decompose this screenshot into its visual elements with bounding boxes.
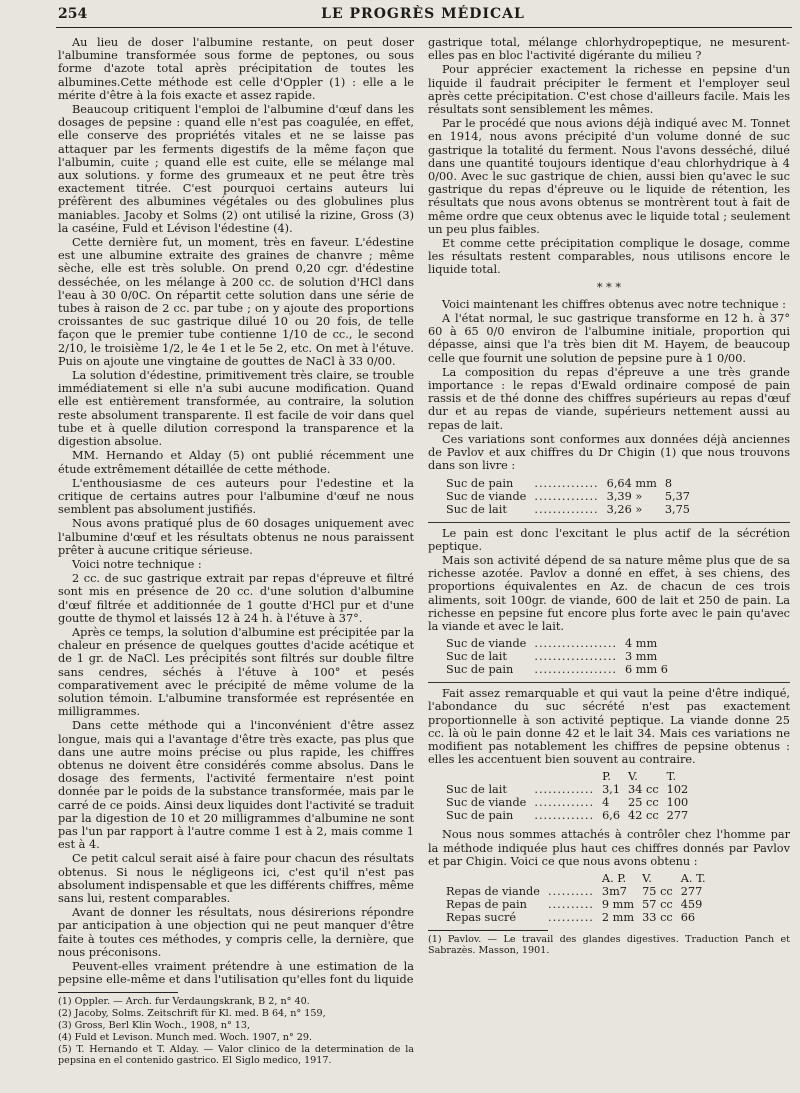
footnote: (1) Oppler. — Arch. fur Verdaungskrank, B 2, n° 40.	[58, 996, 310, 1008]
row-label: Suc de lait	[446, 783, 507, 797]
paragraph: Cette dernière fut, un moment, très en faveur. L'édestine est une albumine extraite des graines de chanvre ; même sèche, elle est très soluble. On prend 0,20 cgr. d'édestine desséchée, on les mélange à 200 cc. de solution d'HCl dans l'eau à 30 0/0C. On répartit cette solution dans une série de tubes à raison de 2 cc. par tube ; on y ajoute des proportions croissantes de suc gastrique dilué 10 ou 20 fois, de telle façon que le premier tube contienne 1/10 de cc., le second 2/10, le troisième 1/2, le 4e 1 et le 5e 2, etc. On met à l'étuve. Puis on ajoute une vingtaine de gouttes de NaCl à 33 0/00.	[58, 236, 414, 368]
paragraph: La composition du repas d'épreuve a une très grande importance : le repas d'Ewald ordinaire composé de pain rassis et de thé donne des chiffres supérieurs au repas d'œuf dur et au repas de viande, supérieurs nettement aussi au repas de lait.	[428, 365, 790, 432]
row-label: Suc de viande	[446, 489, 527, 503]
column-header: A. P.	[601, 871, 627, 885]
paragraph: Nous nous sommes attachés à contrôler chez l'homme par la méthode indiquée plus haut ces chiffres donnés par Pavlov et par Chigin. Voici ce que nous avons obtenu :	[428, 828, 790, 868]
data-table-human	[442, 872, 710, 924]
paragraph: Beaucoup critiquent l'emploi de l'albumine d'œuf dans les dosages de pepsine : quand elle n'est pas coagulée, en effet, elle conserve des propriétés vitales et ne se laisse pas attaquer par les ferments digestifs de la même façon que l'albumin, cuite ; quand elle est cuite, elle se mélange mal aux solutions. y forme des grumeaux et ne peut être très exactement titrée. C'est pourquoi certains auteurs lui préfèrent des albumines végétales ou des globulines plus maniables. Jacoby et Solms (2) ont utilisé la rizine, Gross (3) la caséine, Fuld et Lévison l'édestine (4).	[58, 103, 414, 235]
table-row: Suc de pain .............. 6,64 mm 8	[442, 477, 694, 490]
left-column	[58, 36, 414, 1067]
paragraph: Pour apprécier exactement la richesse en pepsine d'un liquide il faudrait précipiter le ferment et l'employer seul après cette précipitation. C'est chose d'ailleurs facile. Mais les résultats sont sensiblement les mêmes.	[428, 63, 790, 117]
section-separator: * * *	[596, 280, 622, 294]
paragraph: A l'état normal, le suc gastrique transforme en 12 h. à 37° 60 à 65 0/0 environ de l'albumine initiale, proportion qui dépasse, ainsi que l'a très bien dit M. Hayem, de beaucoup celle que fournit une solution de pepsine pure à 1 0/00.	[428, 312, 790, 365]
cell: 34 cc	[628, 783, 659, 797]
column-header: P.	[602, 770, 611, 784]
paragraph: gastrique total, mélange chlorhydropeptique, ne mesurent-elles pas en bloc l'activité digérante du milieu ?	[428, 36, 790, 63]
footnote: (1) Pavlov. — Le travail des glandes digestives. Traduction Panch et Sabrazès. Masson, 1901.	[428, 933, 790, 956]
cell: 6,64 mm	[606, 476, 657, 490]
data-table-pavlov	[442, 637, 672, 676]
footnote: (4) Fuld et Levison. Munch med. Woch. 1907, n° 29.	[58, 1032, 313, 1044]
cell: 3,1	[602, 783, 621, 797]
paragraph: 2 cc. de suc gastrique extrait par repas d'épreuve et filtré sont mis en présence de 20 cc. d'une solution d'albumine d'œuf filtrée et additionnée de 1 goutte d'HCl pur et d'une goutte de thymol et laissés 12 à 24 h. à l'étuve à 37°.	[58, 572, 414, 625]
footnote: (3) Gross, Berl Klin Woch., 1908, n° 13,	[58, 1020, 251, 1032]
row-label: Repas sucré	[446, 910, 517, 924]
paragraph: Et comme cette précipitation complique le dosage, comme les résultats restent comparables, nous utilisons encore le liquide total.	[428, 237, 790, 277]
cell: 459	[680, 897, 703, 911]
cell: 277	[666, 809, 689, 823]
header-rule	[56, 27, 792, 28]
row-label: Suc de lait	[446, 502, 507, 516]
divider	[428, 682, 790, 683]
footnote-rule	[428, 930, 548, 931]
table-row: Suc de viande .................. 4 mm	[442, 637, 672, 650]
row-label: Suc de pain	[446, 663, 514, 677]
cell: 277	[680, 884, 703, 898]
table-header-row	[442, 872, 710, 885]
page-number: 254	[58, 6, 88, 22]
table-row: Repas de viande .......... 3m7 75 cc 277	[442, 885, 710, 898]
cell: 57 cc	[642, 897, 673, 911]
column-header: V.	[642, 871, 652, 885]
journal-title: LE PROGRÈS MÉDICAL	[321, 6, 525, 22]
paragraph: Nous avons pratiqué plus de 60 dosages uniquement avec l'albumine d'œuf et les résultats obtenus ne nous paraissent prêter à aucune critique sérieuse.	[58, 517, 414, 557]
cell: 66	[680, 910, 696, 924]
table-row: Repas sucré .......... 2 mm 33 cc 66	[442, 911, 710, 924]
row-label: Suc de pain	[446, 476, 514, 490]
table-row: Suc de pain ............. 6,6 42 cc 277	[442, 809, 692, 822]
paragraph: Peuvent-elles vraiment prétendre à une estimation de la pepsine elle-même et dans l'utilisation qu'elles font du liquide	[58, 960, 414, 987]
paragraph: Ce petit calcul serait aisé à faire pour chacun des résultats obtenus. Si nous le négligeons ici, c'est qu'il n'est pas absolument indispensable et que les différents chiffres, même sans lui, restent comparables.	[58, 852, 414, 905]
column-header: A. T.	[680, 871, 706, 885]
paragraph: MM. Hernando et Alday (5) ont publié récemment une étude extrêmement détaillée de cette méthode.	[58, 449, 414, 476]
cell: 42 cc	[628, 809, 659, 823]
cell: 75 cc	[642, 884, 673, 898]
table-row: Suc de pain .................. 6 mm 6	[442, 663, 672, 676]
column-header: T.	[666, 770, 677, 784]
cell: 4	[602, 796, 610, 810]
paragraph: Au lieu de doser l'albumine restante, on peut doser l'albumine transformée sous forme de peptones, ou sous forme d'azote total après précipitation de toutes les albumines.Cette méthode est celle d'Oppler (1) : elle a le mérite d'être à la fois exacte et assez rapide.	[58, 36, 414, 102]
cell: 3,39 »	[606, 489, 643, 503]
table-header-row	[442, 770, 692, 783]
paragraph: Dans cette méthode qui a l'inconvénient d'être assez longue, mais qui a l'avantage d'être très exacte, pas plus que dans une autre moins précise ou plus rapide, les chiffres obtenus ne doivent être considérés comme absolus. Dans le dosage des ferments, l'activité fermentaire n'est point donnée par le poids de la substance transformée, mais par le carré de ce poids. Ainsi deux liquides dont l'activité se traduit par la digestion de 10 et 20 milligrammes d'albumine ne sont pas l'un par rapport à l'autre comme 1 est à 2, mais comme 1 est à 4.	[58, 719, 414, 852]
paragraph: Mais son activité dépend de sa nature même plus que de sa richesse azotée. Pavlov a donné en effet, à ses chiens, des proportions équivalentes en Az. de chacun de ces trois aliments, soit 100gr. de viande, 600 de lait et 250 de pain. La richesse en pepsine fut encore plus forte avec le pain qu'avec la viande et avec le lait.	[428, 553, 790, 633]
paragraph: Voici maintenant les chiffres obtenus avec notre technique :	[442, 297, 786, 311]
row-label: Suc de lait	[446, 650, 507, 664]
row-label: Suc de pain	[446, 809, 514, 823]
cell: 33 cc	[642, 910, 673, 924]
paragraph: Fait assez remarquable et qui vaut la peine d'être indiqué, l'abondance du suc sécrété n'est pas exactement proportionnelle à son activité peptique. La viande donne 25 cc. là où le pain donne 42 et le lait 34. Mais ces variations ne modifient pas notablement les chiffres de pepsine obtenus : elles les accentuent bien souvent au contraire.	[428, 687, 790, 767]
table-row: Suc de lait ............. 3,1 34 cc 102	[442, 783, 692, 796]
row-label: Suc de viande	[446, 796, 527, 810]
footnote: (5) T. Hernando et T. Alday. — Valor clinico de la determination de la pepsina en el contenido gastrico. El Siglo medico, 1917.	[58, 1044, 414, 1067]
column-header: V.	[628, 770, 638, 784]
cell: 6,6	[602, 809, 621, 823]
table-row: Suc de viande .............. 3,39 » 5,37	[442, 490, 694, 503]
cell: 2 mm	[601, 910, 635, 924]
paragraph: Par le procédé que nous avions déjà indiqué avec M. Tonnet en 1914, nous avons précipité d'un volume donné de suc gastrique la totalité du ferment. Nous l'avons desséché, dilué dans une quantité toujours identique d'eau chlorhydrique à 4 0/00. Avec le suc gastrique de chien, aussi bien qu'avec le suc gastrique du repas d'épreuve ou le liquide de rétention, les résultats que nous avons obtenus se montrèrent tout à fait de même ordre que ceux obtenus avec le liquide total ; seulement un peu plus faibles.	[428, 117, 790, 236]
paragraph: La solution d'édestine, primitivement très claire, se trouble immédiatement si elle n'a subi aucune modification. Quand elle est entièrement transformée, au contraire, la solution reste absolument transparente. Il est facile de voir dans quel tube et à quelle dilution correspond la transparence et la digestion absolue.	[58, 369, 414, 449]
paragraph: Après ce temps, la solution d'albumine est précipitée par la chaleur en présence de quelques gouttes d'acide acétique et de 1 gr. de NaCl. Les précipités sont filtrés sur double filtre sans cendres, séchés à l'étuve à 100° et pesés comparativement avec le précipité de même volume de la solution témoin. L'albumine transformée est représentée en milligrammes.	[58, 625, 414, 719]
cell: 8	[664, 476, 673, 490]
data-table-volume	[442, 770, 692, 822]
data-table-chigin	[442, 477, 694, 516]
paragraph: Avant de donner les résultats, nous désirerions répondre par anticipation à une objection qui ne peut manquer d'être faite à toutes ces méthodes, y compris celle, la dernière, que nous préconisons.	[58, 906, 414, 959]
cell: 5,37	[664, 489, 690, 503]
cell: 102	[666, 783, 689, 797]
table-row: Suc de viande ............. 4 25 cc 100	[442, 796, 692, 809]
cell: 6 mm 6	[625, 663, 668, 677]
divider	[428, 522, 790, 523]
paragraph: Ces variations sont conformes aux données déjà anciennes de Pavlov et aux chiffres du Dr Chigin (1) que nous trouvons dans son livre :	[428, 432, 790, 473]
cell: 100	[666, 796, 689, 810]
row-label: Repas de pain	[446, 897, 527, 911]
footnote: (2) Jacoby, Solms. Zeitschrift für Kl. med. B 64, n° 159,	[58, 1008, 326, 1020]
row-label: Repas de viande	[446, 884, 540, 898]
cell: 3 mm	[625, 650, 658, 664]
cell: 3m7	[601, 884, 627, 898]
footnote-rule	[58, 992, 178, 993]
table-row: Suc de lait .............. 3,26 » 3,75	[442, 503, 694, 516]
right-column	[428, 36, 790, 957]
paragraph: L'enthousiasme de ces auteurs pour l'edestine et la critique de certains autres pour l'albumine d'œuf ne nous semblent pas absolument justifiés.	[58, 476, 414, 517]
table-row: Repas de pain .......... 9 mm 57 cc 459	[442, 898, 710, 911]
cell: 9 mm	[601, 897, 635, 911]
cell: 3,75	[664, 502, 690, 516]
paragraph: Le pain est donc l'excitant le plus actif de la sécrétion peptique.	[428, 526, 790, 553]
table-row: Suc de lait .................. 3 mm	[442, 650, 672, 663]
cell: 4 mm	[625, 637, 658, 651]
paragraph: Voici notre technique :	[72, 557, 202, 571]
cell: 3,26 »	[606, 502, 643, 516]
cell: 25 cc	[628, 796, 659, 810]
page-header	[58, 4, 788, 26]
row-label: Suc de viande	[446, 637, 527, 651]
